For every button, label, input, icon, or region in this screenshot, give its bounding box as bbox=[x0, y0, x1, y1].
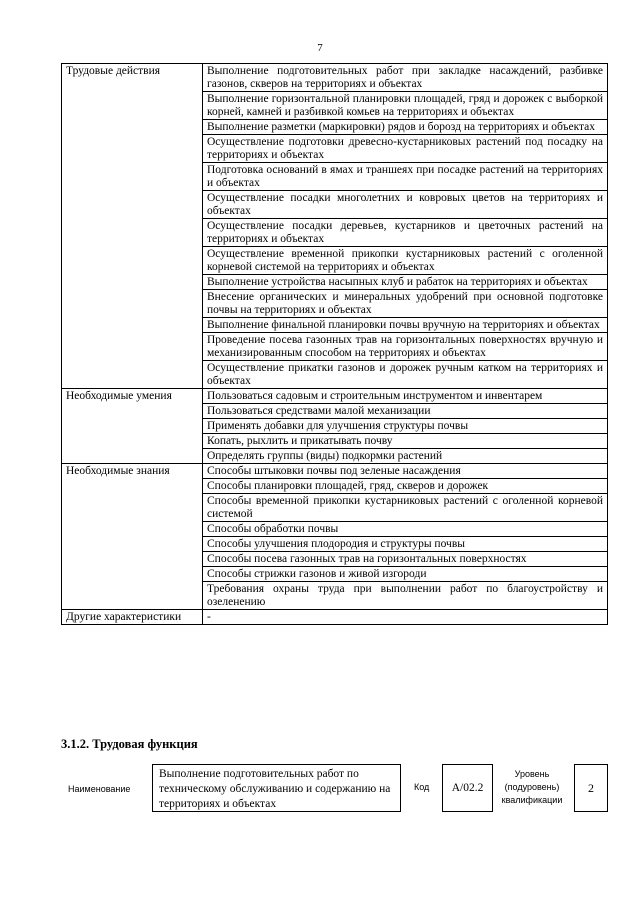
table-row bbox=[62, 64, 608, 92]
group-label: Необходимые знания bbox=[62, 464, 203, 610]
group-item: Осуществление подготовки древесно-кустарниковых растений под посадку на территориях и объектах bbox=[203, 135, 608, 163]
group-item: Пользоваться садовым и строительным инструментом и инвентарем bbox=[203, 389, 608, 404]
group-item: Способы штыковки почвы под зеленые насаждения bbox=[203, 464, 608, 479]
table-row bbox=[62, 389, 608, 404]
group-item: Способы улучшения плодородия и структуры почвы bbox=[203, 537, 608, 552]
group-item: Способы планировки площадей, гряд, скверов и дорожек bbox=[203, 479, 608, 494]
page-number: 7 bbox=[317, 42, 323, 54]
group-item: Выполнение устройства насыпных клуб и рабаток на территориях и объектах bbox=[203, 275, 608, 290]
group-item: Способы посева газонных трав на горизонтальных поверхностях bbox=[203, 552, 608, 567]
group-item: Осуществление временной прикопки кустарниковых растений с оголенной корневой системой на территориях и объектах bbox=[203, 247, 608, 275]
name-value-box: Выполнение подготовительных работ по техническому обслуживанию и содержанию на территориях и объектах bbox=[152, 764, 401, 812]
qualification-level-label: Уровень (подуровень) квалификации bbox=[501, 769, 563, 805]
group-item: Внесение органических и минеральных удобрений при основной подготовке почвы на территориях и объектах bbox=[203, 290, 608, 318]
group-item: Пользоваться средствами малой механизации bbox=[203, 404, 608, 419]
table-row bbox=[62, 464, 608, 479]
group-item: Осуществление посадки деревьев, кустарников и цветочных растений на территориях и объектах bbox=[203, 219, 608, 247]
group-item: Подготовка оснований в ямах и траншеях при посадке растений на территориях и объектах bbox=[203, 163, 608, 191]
group-item: - bbox=[203, 610, 608, 625]
group-label: Необходимые умения bbox=[62, 389, 203, 464]
group-item: Копать, рыхлить и прикатывать почву bbox=[203, 434, 608, 449]
qualification-level-box: 2 bbox=[574, 764, 608, 812]
group-item: Выполнение финальной планировки почвы вручную на территориях и объектах bbox=[203, 318, 608, 333]
group-item: Способы временной прикопки кустарниковых растений с оголенной корневой системой bbox=[203, 494, 608, 522]
group-item: Применять добавки для улучшения структуры почвы bbox=[203, 419, 608, 434]
group-item: Способы стрижки газонов и живой изгороди bbox=[203, 567, 608, 582]
name-label: Наименование bbox=[68, 784, 131, 794]
code-value-box: A/02.2 bbox=[442, 764, 493, 812]
group-item: Требования охраны труда при выполнении работ по благоустройству и озеленению bbox=[203, 582, 608, 610]
table-row bbox=[62, 610, 608, 625]
group-label: Трудовые действия bbox=[62, 64, 203, 389]
group-label: Другие характеристики bbox=[62, 610, 203, 625]
group-item: Осуществление посадки многолетних и ковровых цветов на территориях и объектах bbox=[203, 191, 608, 219]
group-item: Выполнение разметки (маркировки) рядов и борозд на территориях и объектах bbox=[203, 120, 608, 135]
group-item: Способы обработки почвы bbox=[203, 522, 608, 537]
group-item: Выполнение горизонтальной планировки площадей, гряд и дорожек с выборкой корней, камней и разбивкой комьев на территориях и объектах bbox=[203, 92, 608, 120]
group-item: Проведение посева газонных трав на горизонтальных поверхностях вручную и механизированным способом на территориях и объектах bbox=[203, 333, 608, 361]
code-label: Код bbox=[414, 782, 430, 792]
group-item: Выполнение подготовительных работ при закладке насаждений, разбивке газонов, скверов на территориях и объектах bbox=[203, 64, 608, 92]
group-item: Осуществление прикатки газонов и дорожек ручным катком на территориях и объектах bbox=[203, 361, 608, 389]
group-item: Определять группы (виды) подкормки растений bbox=[203, 449, 608, 464]
labor-function-details-table bbox=[61, 63, 608, 625]
table-body bbox=[62, 64, 608, 625]
section-title: 3.1.2. Трудовая функция bbox=[61, 737, 198, 751]
